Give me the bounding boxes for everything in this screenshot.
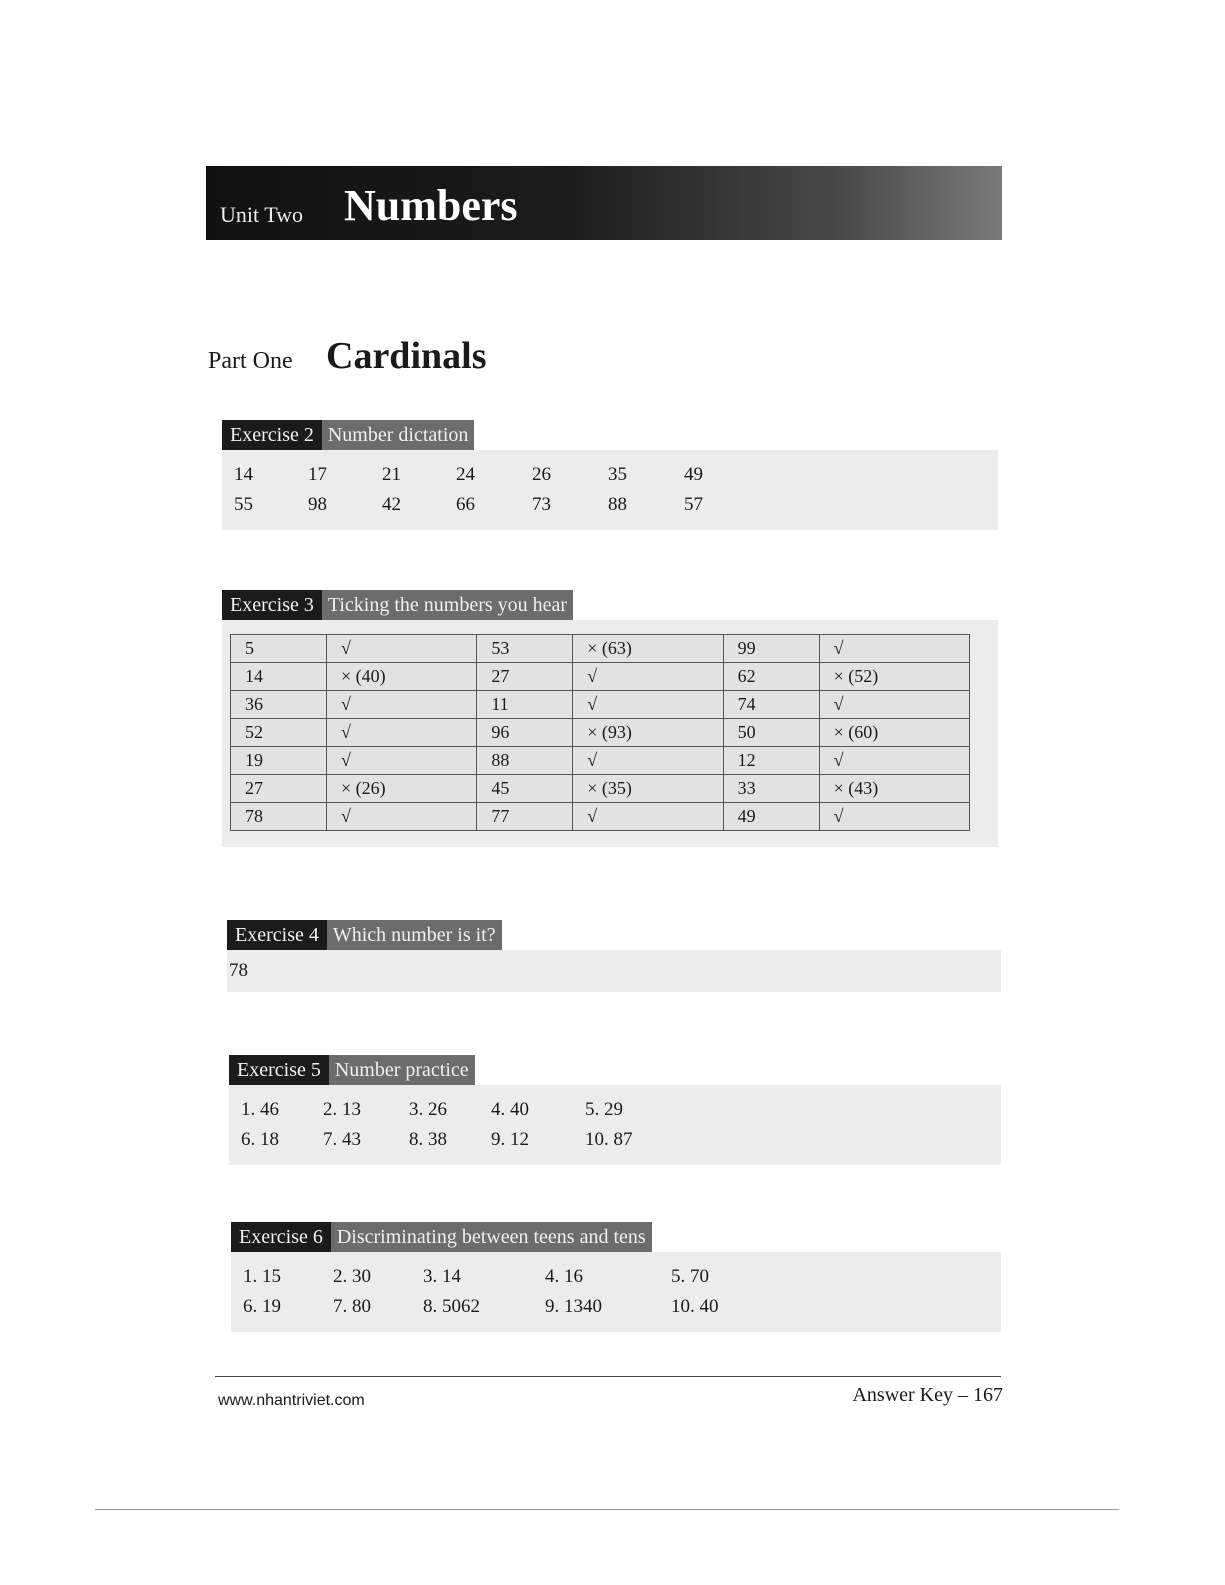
answer-item: 2. 30 [333, 1266, 371, 1287]
exercise-number: Exercise 5 [229, 1055, 329, 1085]
answer-item: 8. 38 [409, 1129, 447, 1150]
answer-row [243, 1262, 989, 1292]
table-row [231, 691, 970, 719]
answer-item: 26 [532, 464, 551, 485]
exercise-5 [229, 1055, 1001, 1165]
answer-item: 4. 40 [491, 1099, 529, 1120]
scan-edge-rule [95, 1509, 1119, 1510]
answer-item: 3. 14 [423, 1266, 461, 1287]
answer-value: 78 [229, 960, 248, 981]
answer-row [243, 1292, 989, 1322]
table-row [231, 775, 970, 803]
answer-key-label: Answer Key – [852, 1384, 968, 1406]
answer-item: 9. 12 [491, 1129, 529, 1150]
answer-item: 5. 29 [585, 1099, 623, 1120]
answer-item: 1. 15 [243, 1266, 281, 1287]
answer-row [241, 1095, 989, 1125]
answer-item: 66 [456, 494, 475, 515]
exercise-header [227, 920, 1001, 950]
table-row [231, 747, 970, 775]
exercise-body [222, 450, 998, 530]
number-cell: 36 [231, 691, 327, 719]
mark-cell: √ [573, 691, 723, 719]
exercise-header [231, 1222, 1001, 1252]
answer-item: 3. 26 [409, 1099, 447, 1120]
exercise-body [231, 1252, 1001, 1332]
exercise-body [222, 620, 998, 847]
answer-item: 98 [308, 494, 327, 515]
mark-cell: × (35) [573, 775, 723, 803]
number-cell: 74 [723, 691, 819, 719]
number-cell: 96 [477, 719, 573, 747]
mark-cell: × (40) [326, 663, 476, 691]
answer-item: 10. 87 [585, 1129, 633, 1150]
number-cell: 52 [231, 719, 327, 747]
exercise-title: Ticking the numbers you hear [322, 590, 573, 620]
exercise-6 [231, 1222, 1001, 1332]
footer-url: www.nhantriviet.com [218, 1392, 365, 1409]
number-cell: 5 [231, 635, 327, 663]
answer-item: 14 [234, 464, 253, 485]
answer-item: 88 [608, 494, 627, 515]
answer-item: 8. 5062 [423, 1296, 480, 1317]
answer-row [241, 1125, 989, 1155]
mark-cell: × (26) [326, 775, 476, 803]
exercise-body [229, 1085, 1001, 1165]
answer-item: 2. 13 [323, 1099, 361, 1120]
part-label: Part One [208, 348, 293, 374]
mark-cell: × (93) [573, 719, 723, 747]
answer-row [234, 490, 986, 520]
answer-item: 1. 46 [241, 1099, 279, 1120]
footer-page-label [852, 1384, 1003, 1407]
number-cell: 27 [231, 775, 327, 803]
mark-cell: √ [819, 635, 969, 663]
table-row [231, 663, 970, 691]
number-cell: 88 [477, 747, 573, 775]
number-cell: 99 [723, 635, 819, 663]
answer-item: 57 [684, 494, 703, 515]
exercise-header [222, 420, 998, 450]
unit-title: Numbers [344, 181, 518, 230]
number-cell: 77 [477, 803, 573, 831]
exercise-header [229, 1055, 1001, 1085]
table-row [231, 719, 970, 747]
number-cell: 27 [477, 663, 573, 691]
mark-cell: √ [326, 635, 476, 663]
exercise-3 [222, 590, 998, 847]
exercise-body [227, 950, 1001, 992]
exercise-title: Discriminating between teens and tens [331, 1222, 652, 1252]
exercise-header [222, 590, 998, 620]
number-cell: 11 [477, 691, 573, 719]
table-row [231, 635, 970, 663]
page-number: 167 [973, 1384, 1003, 1406]
exercise-title: Number practice [329, 1055, 475, 1085]
answer-item: 7. 43 [323, 1129, 361, 1150]
number-cell: 53 [477, 635, 573, 663]
answer-item: 35 [608, 464, 627, 485]
ticks-table [230, 634, 970, 831]
answer-item: 21 [382, 464, 401, 485]
exercise-4 [227, 920, 1001, 992]
answer-item: 4. 16 [545, 1266, 583, 1287]
number-cell: 14 [231, 663, 327, 691]
number-cell: 49 [723, 803, 819, 831]
answer-item: 17 [308, 464, 327, 485]
answer-item: 42 [382, 494, 401, 515]
part-title: Cardinals [326, 335, 487, 377]
answer-item: 49 [684, 464, 703, 485]
mark-cell: √ [573, 803, 723, 831]
number-cell: 45 [477, 775, 573, 803]
answer-item: 5. 70 [671, 1266, 709, 1287]
answer-item: 55 [234, 494, 253, 515]
mark-cell: × (60) [819, 719, 969, 747]
unit-banner [206, 166, 1002, 240]
footer-divider [215, 1376, 1001, 1377]
exercise-title: Number dictation [322, 420, 475, 450]
exercise-number: Exercise 3 [222, 590, 322, 620]
answer-item: 7. 80 [333, 1296, 371, 1317]
exercise-number: Exercise 6 [231, 1222, 331, 1252]
number-cell: 62 [723, 663, 819, 691]
mark-cell: × (63) [573, 635, 723, 663]
mark-cell: √ [819, 803, 969, 831]
answer-item: 24 [456, 464, 475, 485]
mark-cell: √ [819, 691, 969, 719]
answer-item: 6. 19 [243, 1296, 281, 1317]
mark-cell: × (43) [819, 775, 969, 803]
number-cell: 33 [723, 775, 819, 803]
exercise-number: Exercise 2 [222, 420, 322, 450]
mark-cell: √ [326, 747, 476, 775]
number-cell: 12 [723, 747, 819, 775]
number-cell: 50 [723, 719, 819, 747]
number-cell: 19 [231, 747, 327, 775]
exercise-2 [222, 420, 998, 530]
table-row [231, 803, 970, 831]
mark-cell: √ [573, 747, 723, 775]
number-cell: 78 [231, 803, 327, 831]
exercise-number: Exercise 4 [227, 920, 327, 950]
mark-cell: √ [819, 747, 969, 775]
unit-label: Unit Two [220, 202, 304, 227]
mark-cell: √ [326, 691, 476, 719]
answer-item: 9. 1340 [545, 1296, 602, 1317]
answer-item: 73 [532, 494, 551, 515]
answer-row [234, 460, 986, 490]
mark-cell: √ [573, 663, 723, 691]
answer-item: 10. 40 [671, 1296, 719, 1317]
mark-cell: √ [326, 719, 476, 747]
answer-item: 6. 18 [241, 1129, 279, 1150]
mark-cell: √ [326, 803, 476, 831]
exercise-title: Which number is it? [327, 920, 502, 950]
mark-cell: × (52) [819, 663, 969, 691]
